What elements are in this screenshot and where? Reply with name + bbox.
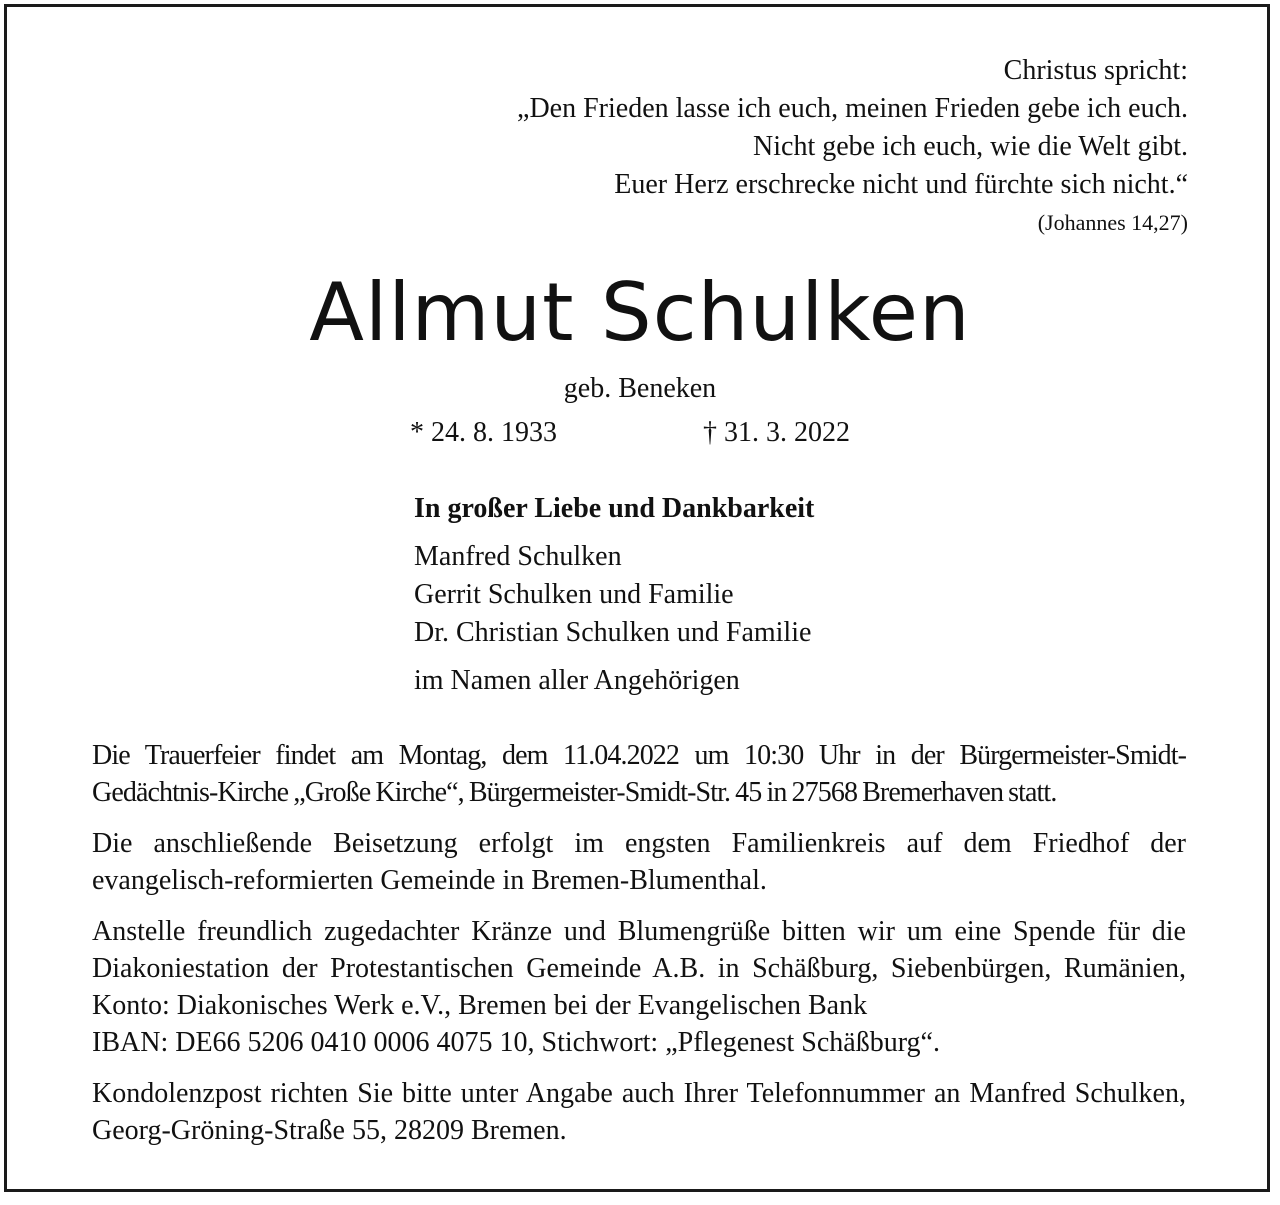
quote-line: Euer Herz erschrecke nicht und fürchte sich nicht.“ bbox=[614, 169, 1188, 200]
notice-body bbox=[92, 737, 1186, 1163]
birth-name: geb. Beneken bbox=[563, 373, 717, 404]
family-block bbox=[414, 490, 814, 700]
family-closing: im Namen aller Angehörigen bbox=[414, 665, 740, 696]
death-date: † 31. 3. 2022 bbox=[703, 417, 850, 448]
bible-quote bbox=[517, 52, 1188, 238]
birth-date: * 24. 8. 1933 bbox=[410, 417, 557, 448]
condolence-paragraph: Kondolenzpost richten Sie bitte unter Angabe auch Ihrer Telefonnummer an Manfred Schulken, Georg-Gröning-Straße 55, 28209 Bremen. bbox=[92, 1078, 1186, 1146]
burial-paragraph: Die anschließende Beisetzung erfolgt im engsten Familienkreis auf dem Friedhof der evangelisch-reformierten Gemeinde in Bremen-Blumenthal. bbox=[92, 828, 1186, 896]
family-heading: In großer Liebe und Dankbarkeit bbox=[414, 493, 815, 524]
family-member: Manfred Schulken bbox=[414, 541, 622, 572]
quote-reference: (Johannes 14,27) bbox=[1037, 210, 1188, 235]
ceremony-paragraph: Die Trauerfeier findet am Montag, dem 11.04.2022 um 10:30 Uhr in der Bürgermeister-Smidt-Gedächtnis-Kirche „Große Kirche“, Bürgermeister-Smidt-Str. 45 in 27568 Bremerhaven statt. bbox=[92, 740, 1186, 808]
quote-line: Nicht gebe ich euch, wie die Welt gibt. bbox=[753, 131, 1188, 162]
quote-line: „Den Frieden lasse ich euch, meinen Frieden gebe ich euch. bbox=[517, 93, 1188, 124]
deceased-name: Allmut Schulken bbox=[309, 266, 971, 359]
quote-intro: Christus spricht: bbox=[1003, 55, 1188, 86]
iban-line: IBAN: DE66 5206 0410 0006 4075 10, Stichwort: „Pflegenest Schäßburg“. bbox=[92, 1027, 940, 1058]
family-member: Gerrit Schulken und Familie bbox=[414, 579, 734, 610]
donation-paragraph: Anstelle freundlich zugedachter Kränze und Blumengrüße bitten wir um eine Spende für die Diakoniestation der Protestantischen Gemeinde A.B. in Schäßburg, Siebenbürgen, Rumänien, Konto: Diakonisches Werk e.V., Bremen bei der Evangelischen Bank bbox=[92, 916, 1186, 1021]
family-member: Dr. Christian Schulken und Familie bbox=[414, 617, 812, 648]
family-names bbox=[414, 538, 814, 652]
